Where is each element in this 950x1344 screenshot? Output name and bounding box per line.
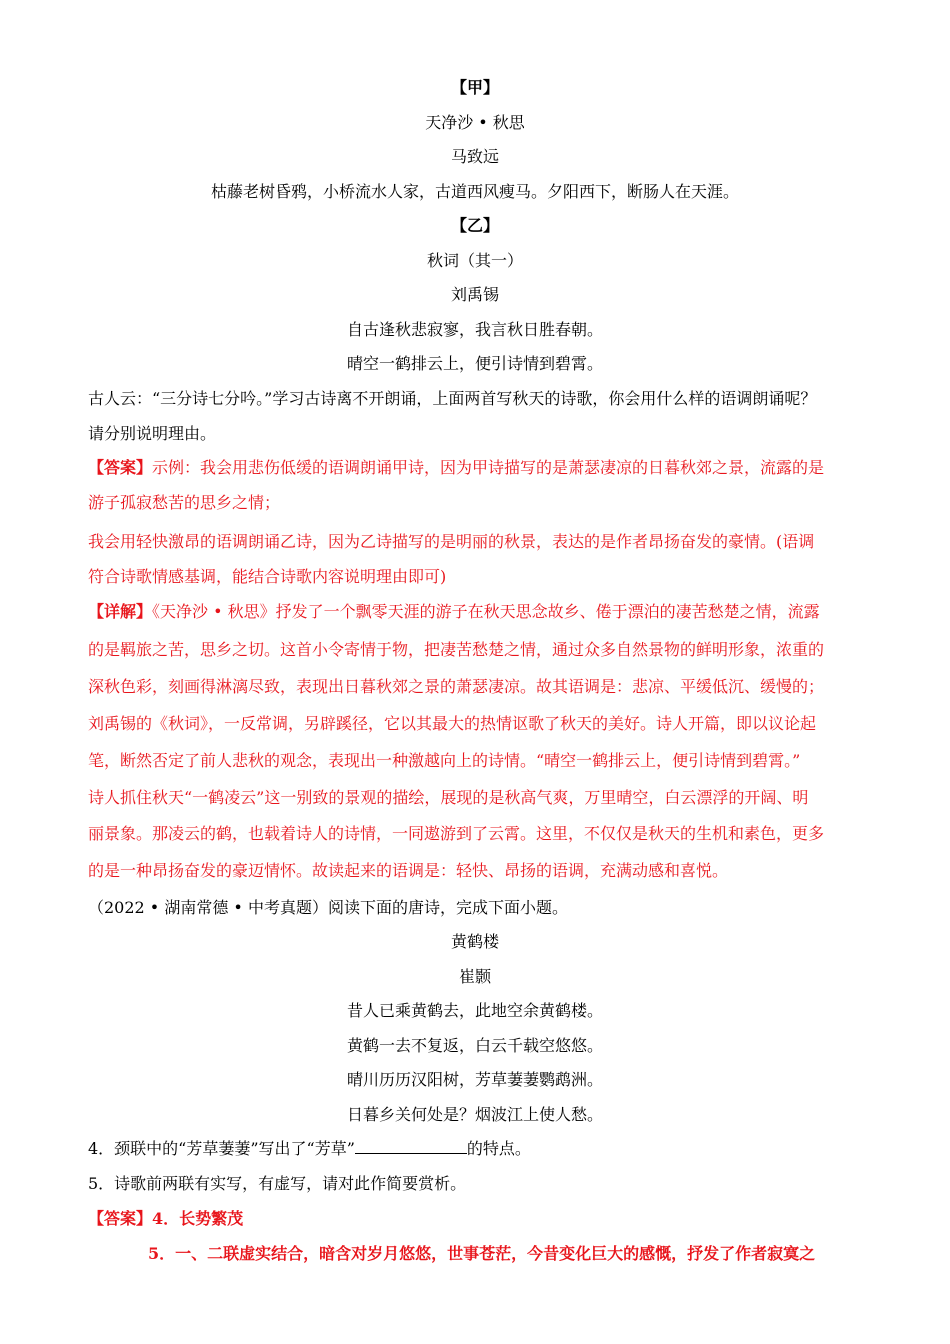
poem-c-line: 昔人已乘黄鹤去，此地空余黄鹤楼。 — [346, 1001, 603, 1020]
poem-a-title: 天净沙 • 秋思 — [425, 113, 525, 132]
answer-4: 4．长势繁茂 — [152, 1209, 244, 1228]
detail-line: 的是一种昂扬奋发的豪迈情怀。故读起来的语调是：轻快、昂扬的语调，充满动感和喜悦。 — [88, 861, 729, 880]
question-4-before: 4．颈联中的“芳草萋萋”写出了“芳草” — [88, 1139, 355, 1158]
poem-a-marker: 【甲】 — [450, 78, 499, 97]
question-line: 古人云：“三分诗七分吟。”学习古诗离不开朗诵，上面两首写秋天的诗歌，你会用什么样的语调朗诵呢？ — [88, 389, 817, 408]
poem-b-title: 秋词（其一） — [426, 251, 523, 270]
poem-c-line: 日暮乡关何处是？烟波江上使人愁。 — [346, 1105, 603, 1124]
answer-5: 5．一、二联虚实结合，暗含对岁月悠悠，世事苍茫，今昔变化巨大的感慨，抒发了作者寂寞之 — [148, 1244, 816, 1263]
poem-c-author: 崔颢 — [458, 967, 491, 986]
poem-b-line: 自古逢秋悲寂寥，我言秋日胜春朝。 — [346, 320, 603, 339]
poem-b-line: 晴空一鹤排云上，便引诗情到碧霄。 — [346, 354, 603, 373]
answer-line: 游子孤寂愁苦的思乡之情； — [88, 493, 281, 512]
poem-b-author: 刘禹锡 — [450, 285, 499, 304]
answer-line — [88, 1201, 862, 1237]
poem-c-line: 晴川历历汉阳树，芳草萋萋鹦鹉洲。 — [346, 1070, 603, 1089]
detail-line — [88, 594, 862, 630]
detail-tag: 【详解】 — [88, 602, 153, 621]
answer-tag: 【答案】 — [88, 1209, 153, 1228]
answer-blank[interactable] — [355, 1135, 467, 1154]
detail-line: 丽景象。那凌云的鹤，也载着诗人的诗情，一同遨游到了云霄。这里，不仅仅是秋天的生机和素色，更多 — [88, 824, 825, 843]
answer-line: 符合诗歌情感基调，能结合诗歌内容说明理由即可) — [88, 567, 447, 586]
poem-a-text: 枯藤老树昏鸦，小桥流水人家，古道西风瘦马。夕阳西下，断肠人在天涯。 — [210, 182, 739, 201]
poem-c-line: 黄鹤一去不复返，白云千载空悠悠。 — [346, 1036, 603, 1055]
answer-text: 示例：我会用悲伤低缓的语调朗诵甲诗，因为甲诗描写的是萧瑟凄凉的日暮秋郊之景，流露的是 — [152, 458, 825, 477]
detail-line: 刘禹锡的《秋词》，一反常调，另辟蹊径，它以其最大的热情讴歌了秋天的美好。诗人开篇，即以议论起 — [88, 714, 817, 733]
poem-a-author: 马致远 — [450, 147, 499, 166]
section-intro: （2022 • 湖南常德 • 中考真题）阅读下面的唐诗，完成下面小题。 — [88, 898, 568, 917]
question-4 — [88, 1131, 862, 1167]
answer-tag: 【答案】 — [88, 458, 153, 477]
poem-b-marker: 【乙】 — [450, 216, 499, 235]
detail-line: 笔，断然否定了前人悲秋的观念，表现出一种激越向上的诗情。“晴空一鹤排云上，便引诗情到碧霄。” — [88, 751, 801, 770]
question-5: 5．诗歌前两联有实写，有虚写，请对此作简要赏析。 — [88, 1174, 467, 1193]
answer-line: 我会用轻快激昂的语调朗诵乙诗，因为乙诗描写的是明丽的秋景，表达的是作者昂扬奋发的豪情。(语调 — [88, 532, 815, 551]
question-4-after: 的特点。 — [466, 1139, 531, 1158]
detail-line: 深秋色彩，刻画得淋漓尽致，表现出日暮秋郊之景的萧瑟凄凉。故其语调是：悲凉、平缓低沉、缓慢的； — [88, 677, 825, 696]
poem-c-title: 黄鹤楼 — [450, 932, 499, 951]
answer-line — [88, 450, 862, 486]
question-line: 请分别说明理由。 — [88, 424, 217, 443]
detail-line: 的是羁旅之苦，思乡之切。这首小令寄情于物，把凄苦愁楚之情，通过众多自然景物的鲜明形象，浓重的 — [88, 640, 825, 659]
detail-text: 《天净沙 • 秋思》抒发了一个飘零天涯的游子在秋天思念故乡、倦于漂泊的凄苦愁楚之情，流露 — [152, 602, 820, 621]
detail-line: 诗人抓住秋天“一鹤凌云”这一别致的景观的描绘，展现的是秋高气爽，万里晴空，白云漂浮的开阔、明 — [88, 788, 809, 807]
